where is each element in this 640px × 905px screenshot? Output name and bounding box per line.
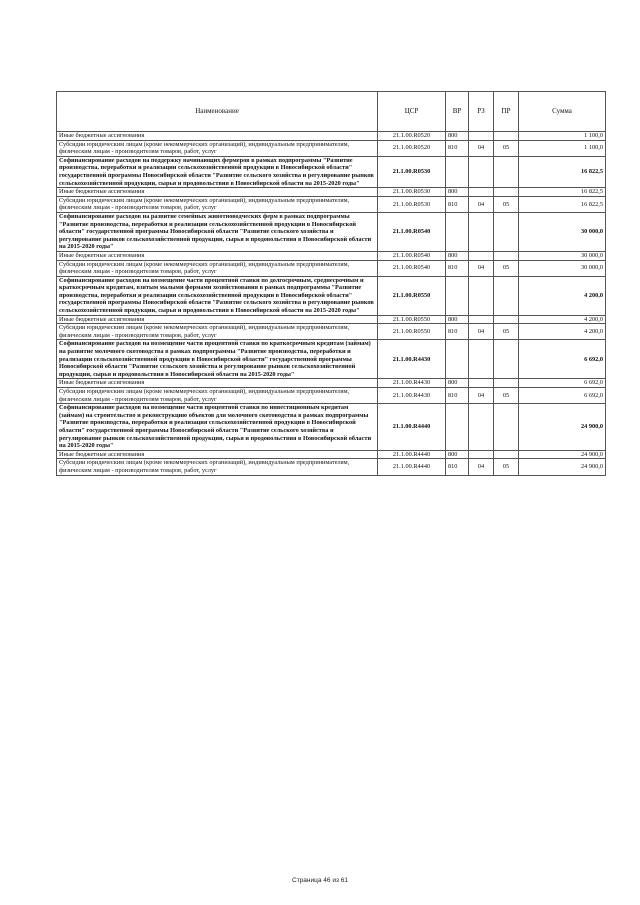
cell-rz xyxy=(469,404,494,451)
cell-rz xyxy=(469,340,494,379)
cell-pr: 05 xyxy=(494,140,519,156)
cell-name: Софинансирование расходов на возмещение части процентной ставки по инвестиционным кредитам (займам) на строительство и реконструкцию объектов для молочного скотоводства в рамках подпрограммы "Развитие производства, переработки и реализация сельскохозяйственной продукции в Новосибирской области" государственной программы Новосибирской области "Развитие сельского хозяйства и регулирование рынков сельскохозяйственной продукции, сырья и продовольствия в Новосибирской области на 2015-2020 годы" xyxy=(57,404,378,451)
cell-vr: 810 xyxy=(446,324,469,340)
cell-csr: 21.1.00.R0550 xyxy=(378,276,446,315)
cell-name: Софинансирование расходов на поддержку начинающих фермеров в рамках подпрограммы "Развитие производства, переработки и реализации сельскохозяйственной продукции в Новосибирской области" государственной программы Новосибирской области "Развитие сельского хозяйства и регулирование рынков сельскохозяйственной продукции, сырья и продовольствия в Новосибирской области на 2015-2020 годы" xyxy=(57,156,378,187)
cell-csr: 21.1.00.R4430 xyxy=(378,340,446,379)
table-row xyxy=(57,379,606,388)
cell-csr: 21.1.00.R0540 xyxy=(378,260,446,276)
header-rz: РЗ xyxy=(469,92,494,132)
cell-sum: 24 900,0 xyxy=(519,450,606,459)
cell-sum: 4 200,0 xyxy=(519,276,606,315)
cell-rz xyxy=(469,379,494,388)
budget-allocation-table xyxy=(56,91,606,476)
cell-csr: 21.1.00.R0530 xyxy=(378,188,446,197)
table-body xyxy=(57,132,606,476)
cell-name: Иные бюджетные ассигнования xyxy=(57,315,378,324)
cell-rz: 04 xyxy=(469,459,494,475)
cell-vr: 810 xyxy=(446,196,469,212)
cell-sum: 6 692,0 xyxy=(519,340,606,379)
cell-pr xyxy=(494,212,519,251)
cell-name: Софинансирование расходов на возмещение части процентной ставки по долгосрочным, среднесрочным и краткосрочным кредитам, взятым малыми формами хозяйствования в рамках подпрограммы "Развитие производства, переработки и реализации сельскохозяйственной продукции в Новосибирской области" государственной программы Новосибирской области "Развитие сельского хозяйства и регулирование рынков сельскохозяйственной продукции, сырья и продовольствия в Новосибирской области на 2015-2020 годы" xyxy=(57,276,378,315)
cell-vr: 800 xyxy=(446,379,469,388)
cell-vr: 800 xyxy=(446,132,469,141)
header-sum: Сумма xyxy=(519,92,606,132)
cell-rz xyxy=(469,188,494,197)
cell-pr xyxy=(494,379,519,388)
cell-sum: 30 000,0 xyxy=(519,212,606,251)
table-row xyxy=(57,140,606,156)
cell-pr xyxy=(494,156,519,187)
cell-name: Субсидии юридическим лицам (кроме некоммерческих организаций), индивидуальным предпринимателям, физическим лицам - производителям товаров, работ, услуг xyxy=(57,459,378,475)
cell-name: Иные бюджетные ассигнования xyxy=(57,251,378,260)
cell-sum: 24 900,0 xyxy=(519,459,606,475)
table-row xyxy=(57,196,606,212)
cell-vr: 810 xyxy=(446,140,469,156)
cell-pr: 05 xyxy=(494,324,519,340)
cell-sum: 4 200,0 xyxy=(519,324,606,340)
table-row xyxy=(57,450,606,459)
cell-sum: 30 000,0 xyxy=(519,251,606,260)
cell-vr: 800 xyxy=(446,315,469,324)
cell-sum: 4 200,0 xyxy=(519,315,606,324)
cell-pr: 05 xyxy=(494,459,519,475)
table-row xyxy=(57,251,606,260)
table-row xyxy=(57,315,606,324)
cell-csr: 21.1.00.R4430 xyxy=(378,379,446,388)
cell-name: Иные бюджетные ассигнования xyxy=(57,450,378,459)
cell-pr xyxy=(494,251,519,260)
cell-name: Субсидии юридическим лицам (кроме некоммерческих организаций), индивидуальным предпринимателям, физическим лицам - производителям товаров, работ, услуг xyxy=(57,140,378,156)
cell-pr: 05 xyxy=(494,260,519,276)
cell-name: Иные бюджетные ассигнования xyxy=(57,132,378,141)
cell-csr: 21.1.00.R4440 xyxy=(378,459,446,475)
table-row xyxy=(57,212,606,251)
cell-name: Субсидии юридическим лицам (кроме некоммерческих организаций), индивидуальным предпринимателям, физическим лицам - производителям товаров, работ, услуг xyxy=(57,324,378,340)
table-header-row xyxy=(57,92,606,132)
cell-name: Иные бюджетные ассигнования xyxy=(57,379,378,388)
table-row xyxy=(57,459,606,475)
page-number: Страница 46 из 61 xyxy=(292,877,348,884)
cell-vr xyxy=(446,212,469,251)
cell-pr xyxy=(494,315,519,324)
cell-vr xyxy=(446,404,469,451)
cell-csr: 21.1.00.R0520 xyxy=(378,140,446,156)
cell-rz xyxy=(469,315,494,324)
cell-rz: 04 xyxy=(469,388,494,404)
cell-sum: 1 100,0 xyxy=(519,132,606,141)
cell-rz: 04 xyxy=(469,324,494,340)
table-row xyxy=(57,404,606,451)
table-row xyxy=(57,156,606,187)
cell-sum: 1 100,0 xyxy=(519,140,606,156)
cell-name: Субсидии юридическим лицам (кроме некоммерческих организаций), индивидуальным предпринимателям, физическим лицам - производителям товаров, работ, услуг xyxy=(57,388,378,404)
cell-name: Софинансирование расходов на развитие семейных животноводческих ферм в рамках подпрограммы "Развитие производства, переработки и реализации сельскохозяйственной продукции в Новосибирской области" государственной программы Новосибирской области "Развитие сельского хозяйства и регулирование рынков сельскохозяйственной продукции, сырья и продовольствия в Новосибирской области на 2015-2020 годы" xyxy=(57,212,378,251)
header-pr: ПР xyxy=(494,92,519,132)
cell-pr xyxy=(494,404,519,451)
cell-pr: 05 xyxy=(494,196,519,212)
cell-rz: 04 xyxy=(469,140,494,156)
cell-csr: 21.1.00.R4440 xyxy=(378,404,446,451)
cell-vr xyxy=(446,276,469,315)
cell-vr: 810 xyxy=(446,388,469,404)
cell-vr: 810 xyxy=(446,459,469,475)
cell-csr: 21.1.00.R0550 xyxy=(378,315,446,324)
cell-sum: 6 692,0 xyxy=(519,388,606,404)
cell-vr: 800 xyxy=(446,450,469,459)
cell-vr xyxy=(446,156,469,187)
cell-sum: 6 692,0 xyxy=(519,379,606,388)
cell-csr: 21.1.00.R0550 xyxy=(378,324,446,340)
cell-name: Субсидии юридическим лицам (кроме некоммерческих организаций), индивидуальным предпринимателям, физическим лицам - производителям товаров, работ, услуг xyxy=(57,196,378,212)
cell-sum: 24 900,0 xyxy=(519,404,606,451)
cell-vr xyxy=(446,340,469,379)
cell-csr: 21.1.00.R0540 xyxy=(378,251,446,260)
cell-csr: 21.1.00.R0520 xyxy=(378,132,446,141)
cell-csr: 21.1.00.R4440 xyxy=(378,450,446,459)
cell-pr xyxy=(494,276,519,315)
cell-csr: 21.1.00.R0540 xyxy=(378,212,446,251)
cell-sum: 30 000,0 xyxy=(519,260,606,276)
cell-vr: 800 xyxy=(446,251,469,260)
table-row xyxy=(57,132,606,141)
cell-rz xyxy=(469,276,494,315)
cell-rz xyxy=(469,450,494,459)
cell-csr: 21.1.00.R0530 xyxy=(378,196,446,212)
cell-rz xyxy=(469,251,494,260)
cell-rz xyxy=(469,132,494,141)
header-vr: ВР xyxy=(446,92,469,132)
table-row xyxy=(57,324,606,340)
cell-name: Субсидии юридическим лицам (кроме некоммерческих организаций), индивидуальным предпринимателям, физическим лицам - производителям товаров, работ, услуг xyxy=(57,260,378,276)
cell-rz: 04 xyxy=(469,260,494,276)
table-row xyxy=(57,188,606,197)
cell-pr xyxy=(494,340,519,379)
cell-csr: 21.1.00.R4430 xyxy=(378,388,446,404)
header-name: Наименование xyxy=(57,92,378,132)
cell-rz xyxy=(469,156,494,187)
cell-pr xyxy=(494,450,519,459)
cell-csr: 21.1.00.R0530 xyxy=(378,156,446,187)
table-row xyxy=(57,340,606,379)
table-row xyxy=(57,276,606,315)
cell-vr: 810 xyxy=(446,260,469,276)
cell-name: Иные бюджетные ассигнования xyxy=(57,188,378,197)
cell-sum: 16 822,5 xyxy=(519,196,606,212)
cell-vr: 800 xyxy=(446,188,469,197)
cell-rz xyxy=(469,212,494,251)
cell-sum: 16 822,5 xyxy=(519,188,606,197)
cell-name: Софинансирование расходов на возмещение части процентной ставки по краткосрочным кредитам (займам) на развитие молочного скотоводства в рамках подпрограммы "Развитие производства, переработки и реализации сельскохозяйственной продукции в Новосибирской области" государственной программы Новосибирской области "Развитие сельского хозяйства и регулирование рынков сельскохозяйственной продукции, сырья и продовольствия в Новосибирской области на 2015-2020 годы" xyxy=(57,340,378,379)
table-row xyxy=(57,388,606,404)
cell-pr: 05 xyxy=(494,388,519,404)
cell-sum: 16 822,5 xyxy=(519,156,606,187)
cell-pr xyxy=(494,188,519,197)
header-csr: ЦСР xyxy=(378,92,446,132)
table-row xyxy=(57,260,606,276)
cell-pr xyxy=(494,132,519,141)
cell-rz: 04 xyxy=(469,196,494,212)
